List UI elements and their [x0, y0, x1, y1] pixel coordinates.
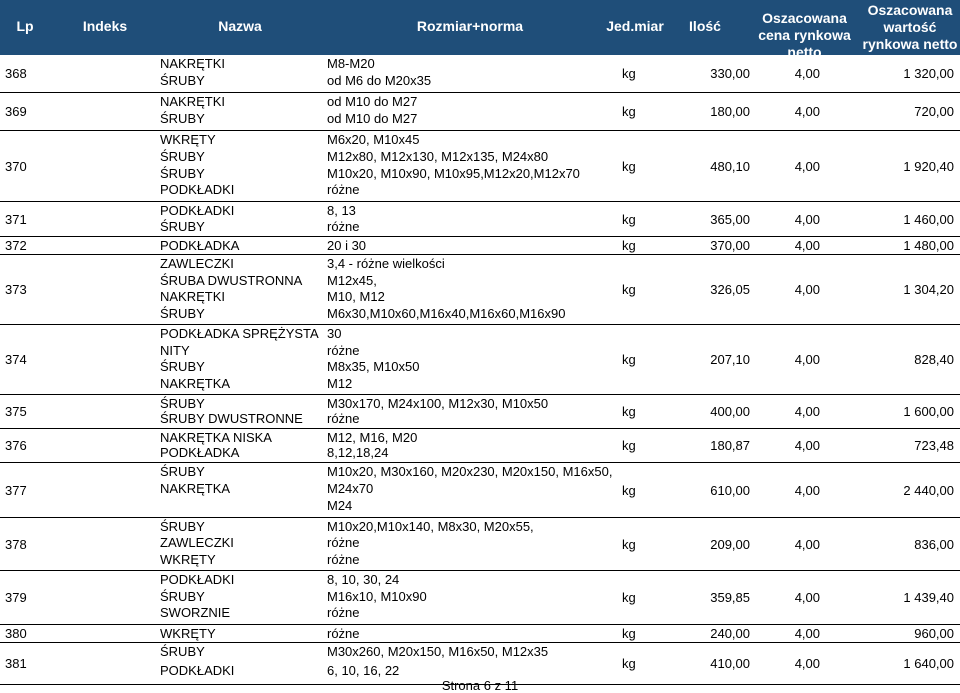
row-price: 4,00	[794, 66, 820, 81]
row-size: różne	[327, 411, 360, 426]
row-value: 1 460,00	[903, 211, 954, 227]
row-name: ZAWLECZKI	[160, 256, 234, 271]
row-lp: 381	[5, 656, 27, 671]
header-jm: Jed.miar	[606, 18, 664, 34]
row-size: M30x170, M24x100, M12x30, M10x50	[327, 396, 549, 411]
row-name: NAKRĘTKI	[160, 289, 226, 304]
row-price: 4,00	[794, 158, 820, 174]
row-name: ŚRUBY DWUSTRONNE	[160, 411, 303, 426]
row-name: NAKRĘTKI	[160, 94, 226, 109]
table-row	[0, 131, 960, 202]
row-value: 2 440,00	[903, 482, 954, 498]
row-lp: 370	[5, 158, 27, 174]
row-unit: kg	[622, 438, 636, 453]
table-body	[0, 55, 960, 685]
row-name: ŚRUBY	[160, 359, 205, 374]
header-indeks: Indeks	[82, 18, 128, 34]
row-lp: 368	[5, 66, 27, 81]
row-name: PODKŁADKA SPRĘŻYSTA	[160, 326, 319, 341]
row-lp: 372	[5, 238, 27, 253]
row-price: 4,00	[794, 438, 820, 453]
row-value: 720,00	[914, 104, 954, 119]
row-unit: kg	[622, 158, 636, 174]
header-ilosc: Ilość	[689, 18, 721, 34]
row-size: od M10 do M27	[327, 94, 418, 109]
row-unit: kg	[622, 590, 636, 605]
row-value: 1 320,00	[903, 66, 954, 81]
row-quantity: 209,00	[710, 536, 750, 552]
row-lp: 375	[5, 404, 27, 419]
row-size: M30x260, M20x150, M16x50, M12x35	[327, 644, 549, 659]
row-name: ŚRUBY	[160, 111, 205, 126]
row-size: M12x45,	[327, 272, 377, 288]
row-name: ŚRUBY	[160, 305, 205, 321]
row-size: M6x20, M10x45	[327, 132, 420, 147]
table-row	[0, 55, 960, 93]
row-unit: kg	[622, 536, 636, 552]
header-nazwa: Nazwa	[218, 18, 262, 34]
row-size: 8,12,18,24	[327, 445, 389, 460]
row-size: M8-M20	[327, 56, 375, 71]
row-size: 30	[327, 326, 342, 341]
row-name: WKRĘTY	[160, 132, 216, 147]
table-row	[0, 237, 960, 255]
row-size: M10x20, M10x90, M10x95,M12x20,M12x70	[327, 165, 580, 181]
row-name: ŚRUBY	[160, 396, 205, 411]
row-name: PODKŁADKI	[160, 203, 235, 218]
row-size: M12	[327, 375, 353, 391]
row-name: ŚRUBY	[160, 73, 205, 88]
row-value: 960,00	[914, 626, 954, 641]
row-name: SWORZNIE	[160, 605, 231, 621]
row-size: różne	[327, 551, 360, 567]
row-size: M16x10, M10x90	[327, 588, 427, 604]
row-name: ŚRUBY	[160, 464, 205, 479]
row-quantity: 207,10	[710, 352, 750, 367]
row-size: 3,4 - różne wielkości	[327, 256, 445, 271]
row-unit: kg	[622, 211, 636, 227]
row-quantity: 330,00	[710, 66, 750, 81]
row-size: od M6 do M20x35	[327, 73, 432, 88]
row-name: ŚRUBA DWUSTRONNA	[160, 272, 303, 288]
row-size: różne	[327, 626, 360, 641]
row-quantity: 359,85	[710, 590, 750, 605]
row-name: ŚRUBY	[160, 165, 205, 181]
table-row	[0, 518, 960, 571]
row-price: 4,00	[794, 211, 820, 227]
row-size: 20 i 30	[327, 238, 367, 253]
row-price: 4,00	[794, 104, 820, 119]
row-lp: 378	[5, 536, 27, 552]
table-row	[0, 255, 960, 325]
row-name: ZAWLECZKI	[160, 535, 234, 551]
row-name: WKRĘTY	[160, 551, 216, 567]
row-name: PODKŁADKA	[160, 238, 240, 253]
table-row	[0, 463, 960, 518]
row-lp: 377	[5, 482, 27, 498]
row-size: M10x20, M30x160, M20x230, M20x150, M16x50,	[327, 464, 613, 479]
row-name: NAKRĘTKA NISKA	[160, 430, 272, 445]
row-value: 1 600,00	[903, 404, 954, 419]
row-price: 4,00	[794, 282, 820, 297]
row-lp: 369	[5, 104, 27, 119]
row-quantity: 370,00	[710, 238, 750, 253]
row-size: różne	[327, 535, 360, 551]
row-size: M6x30,M10x60,M16x40,M16x60,M16x90	[327, 305, 566, 321]
row-quantity: 326,05	[710, 282, 750, 297]
row-value: 1 439,40	[903, 590, 954, 605]
row-price: 4,00	[794, 482, 820, 498]
row-unit: kg	[622, 482, 636, 498]
row-value: 1 480,00	[903, 238, 954, 253]
row-size: różne	[327, 605, 360, 621]
row-quantity: 610,00	[710, 482, 750, 498]
row-unit: kg	[622, 104, 636, 119]
row-size: M24x70	[327, 481, 374, 496]
row-size: M12x80, M12x130, M12x135, M24x80	[327, 148, 549, 164]
row-value: 1 304,20	[903, 282, 954, 297]
row-size: różne	[327, 182, 360, 198]
table-row	[0, 571, 960, 625]
row-size: M12, M16, M20	[327, 430, 418, 445]
row-unit: kg	[622, 282, 636, 297]
row-quantity: 480,10	[710, 158, 750, 174]
row-price: 4,00	[794, 626, 820, 641]
row-quantity: 410,00	[710, 656, 750, 671]
row-name: NAKRĘTKI	[160, 56, 226, 71]
row-name: ŚRUBY	[160, 644, 205, 659]
row-price: 4,00	[794, 656, 820, 671]
table-row	[0, 429, 960, 463]
row-price: 4,00	[794, 238, 820, 253]
row-price: 4,00	[794, 590, 820, 605]
row-size: M8x35, M10x50	[327, 359, 420, 374]
row-price: 4,00	[794, 352, 820, 367]
row-value: 828,40	[914, 352, 954, 367]
row-size: M10, M12	[327, 289, 385, 304]
row-quantity: 180,00	[710, 104, 750, 119]
row-unit: kg	[622, 626, 636, 641]
row-size: M10x20,M10x140, M8x30, M20x55,	[327, 519, 534, 534]
row-name: PODKŁADKI	[160, 182, 235, 198]
table-row	[0, 395, 960, 429]
row-lp: 371	[5, 211, 27, 227]
header-cena: Oszacowana cena rynkowa netto	[758, 10, 851, 60]
row-name: PODKŁADKI	[160, 572, 235, 587]
row-value: 1 920,40	[903, 158, 954, 174]
row-name: ŚRUBY	[160, 519, 205, 534]
row-size: 6, 10, 16, 22	[327, 663, 400, 678]
row-unit: kg	[622, 656, 636, 671]
row-value: 1 640,00	[903, 656, 954, 671]
row-unit: kg	[622, 238, 636, 253]
row-lp: 373	[5, 282, 27, 297]
row-name: NAKRĘTKA	[160, 481, 231, 496]
row-quantity: 240,00	[710, 626, 750, 641]
row-lp: 380	[5, 626, 27, 641]
row-name: NAKRĘTKA	[160, 375, 231, 391]
header-wartosc: Oszacowana wartość rynkowa netto	[862, 2, 958, 52]
table-row	[0, 202, 960, 237]
row-quantity: 400,00	[710, 404, 750, 419]
row-name: NITY	[160, 342, 190, 358]
row-size: od M10 do M27	[327, 111, 418, 126]
table-row	[0, 93, 960, 131]
row-unit: kg	[622, 352, 636, 367]
row-name: WKRĘTY	[160, 626, 216, 641]
row-price: 4,00	[794, 536, 820, 552]
row-unit: kg	[622, 66, 636, 81]
row-size: 8, 10, 30, 24	[327, 572, 400, 587]
row-value: 723,48	[914, 438, 954, 453]
row-name: ŚRUBY	[160, 588, 205, 604]
table-row	[0, 625, 960, 643]
row-size: M24	[327, 498, 353, 513]
row-value: 836,00	[914, 536, 954, 552]
row-size: różne	[327, 342, 360, 358]
row-size: 8, 13	[327, 203, 356, 218]
row-name: ŚRUBY	[160, 148, 205, 164]
header-lp: Lp	[16, 18, 34, 34]
row-size: różne	[327, 218, 360, 234]
row-lp: 379	[5, 590, 27, 605]
row-quantity: 180,87	[710, 438, 750, 453]
table-row	[0, 325, 960, 395]
row-price: 4,00	[794, 404, 820, 419]
row-unit: kg	[622, 404, 636, 419]
row-lp: 376	[5, 438, 27, 453]
row-name: PODKŁADKI	[160, 663, 235, 678]
row-lp: 374	[5, 352, 27, 367]
table-header	[0, 0, 960, 60]
page-number: Strona 6 z 11	[441, 678, 519, 693]
header-rozmiar: Rozmiar+norma	[416, 18, 524, 34]
row-name: ŚRUBY	[160, 218, 205, 234]
row-quantity: 365,00	[710, 211, 750, 227]
row-name: PODKŁADKA	[160, 445, 240, 460]
